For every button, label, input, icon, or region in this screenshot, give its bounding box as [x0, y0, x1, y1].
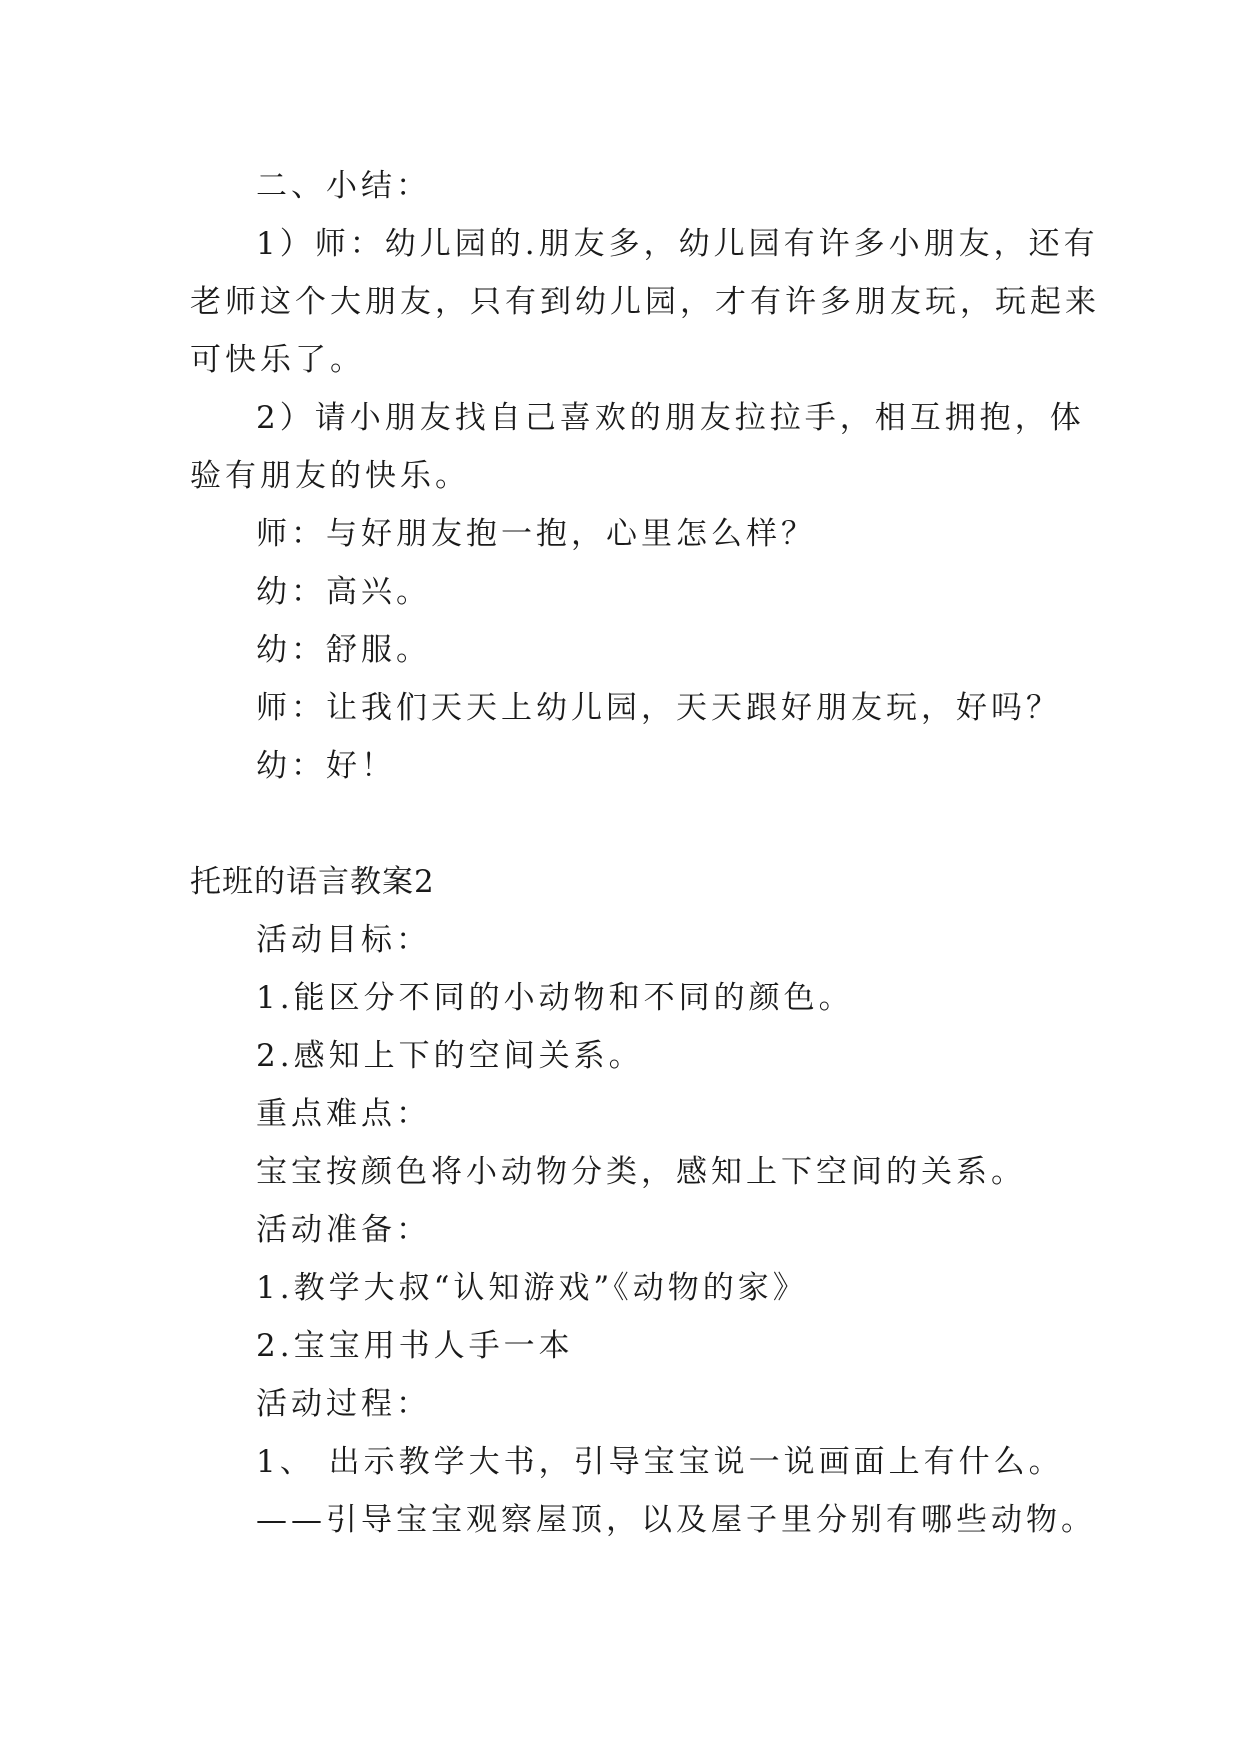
key-points-text: 宝宝按颜色将小动物分类，感知上下空间的关系。 — [256, 1154, 1026, 1190]
paragraph-line: 可快乐了。 — [190, 342, 365, 378]
paragraph-line: 2）请小朋友找自己喜欢的朋友拉拉手，相互拥抱，体 — [256, 400, 1085, 436]
paragraph-line: 验有朋友的快乐。 — [190, 458, 470, 494]
prep-item: 2.宝宝用书人手一本 — [256, 1328, 574, 1364]
section-title: 托班的语言教案2 — [190, 864, 435, 900]
summary-heading: 二、小结： — [256, 168, 431, 204]
paragraph-line: 老师这个大朋友，只有到幼儿园，才有许多朋友玩，玩起来 — [190, 284, 1100, 320]
dialogue-line: 幼：舒服。 — [256, 632, 431, 668]
goals-heading: 活动目标： — [256, 922, 431, 958]
goal-item: 2.感知上下的空间关系。 — [256, 1038, 644, 1074]
paragraph-line: 1）师：幼儿园的.朋友多，幼儿园有许多小朋友，还有 — [256, 226, 1099, 262]
process-heading: 活动过程： — [256, 1386, 431, 1422]
dialogue-line: 幼：好！ — [256, 748, 396, 784]
prep-item: 1.教学大叔“认知游戏”《动物的家》 — [256, 1270, 808, 1306]
process-item: 1、 出示教学大书，引导宝宝说一说画面上有什么。 — [256, 1444, 1064, 1480]
process-item: ——引导宝宝观察屋顶，以及屋子里分别有哪些动物。 — [256, 1502, 1096, 1538]
dialogue-line: 师：让我们天天上幼儿园，天天跟好朋友玩，好吗？ — [256, 690, 1061, 726]
prep-heading: 活动准备： — [256, 1212, 431, 1248]
dialogue-line: 师：与好朋友抱一抱，心里怎么样？ — [256, 516, 816, 552]
goal-item: 1.能区分不同的小动物和不同的颜色。 — [256, 980, 854, 1016]
dialogue-line: 幼：高兴。 — [256, 574, 431, 610]
key-points-heading: 重点难点： — [256, 1096, 431, 1132]
